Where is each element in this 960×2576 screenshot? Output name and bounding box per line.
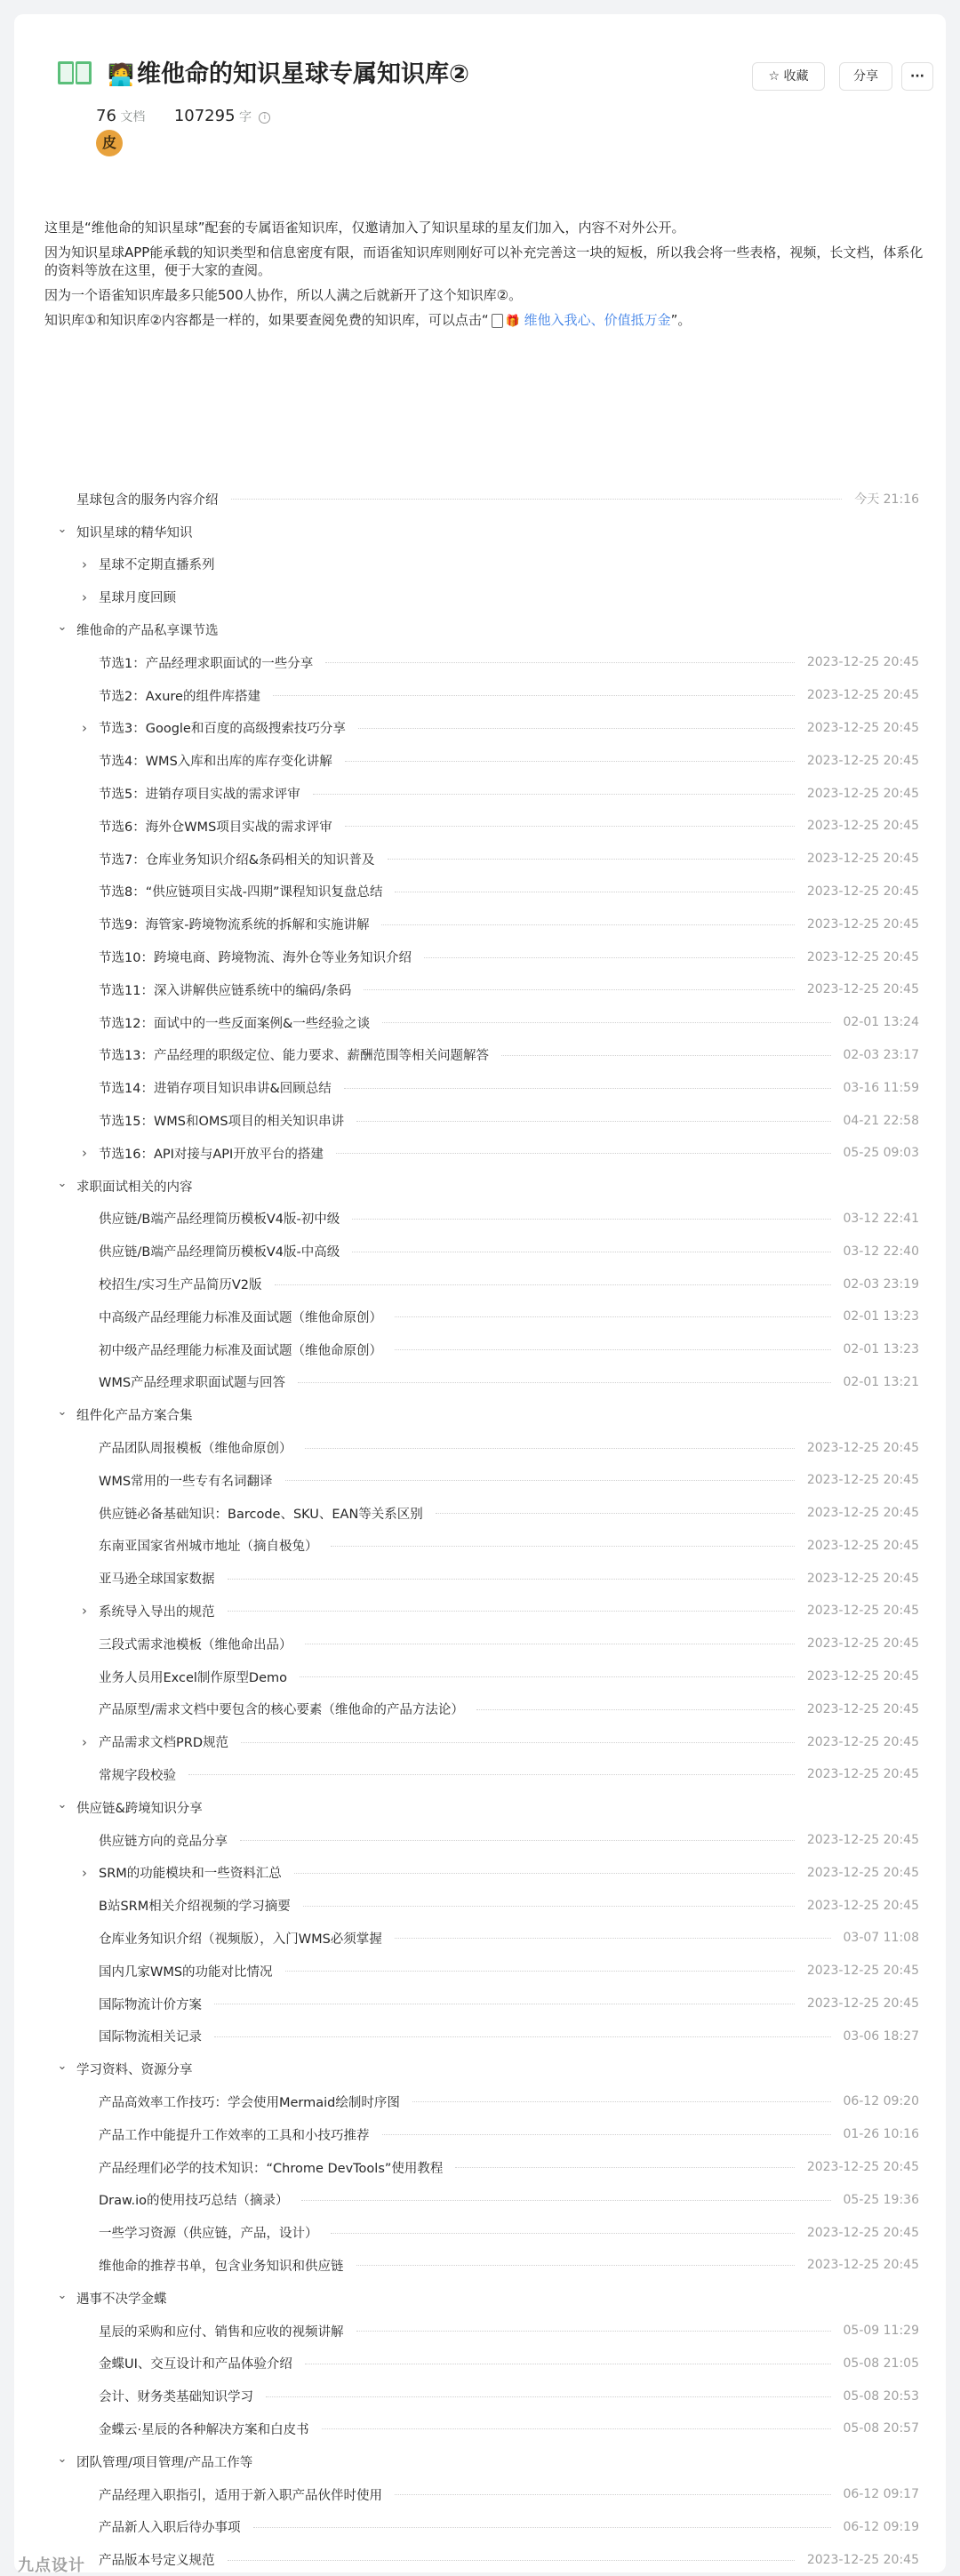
dotted-leader	[364, 989, 795, 990]
toc-item-date: 06-12 09:20	[843, 2094, 919, 2109]
dotted-leader	[501, 1055, 831, 1056]
toc-item-label: 供应链/B端产品经理简历模板V4版-初中级	[99, 1212, 340, 1228]
toc-item-label: 维他命的产品私享课节选	[76, 624, 219, 639]
table-of-contents	[14, 483, 946, 2576]
toc-item-date: 2023-12-25 20:45	[806, 1506, 919, 1521]
dotted-leader	[228, 1579, 795, 1580]
toc-item-label: 产品经理们必学的技术知识：“Chrome DevTools”使用教程	[99, 2161, 444, 2176]
description-text: 知识库①和知识库②内容都是一样的，如果要查阅免费的知识库，可以点击“	[44, 312, 489, 328]
toc-group-row[interactable]	[14, 483, 946, 516]
star-icon: ☆	[768, 69, 780, 84]
toc-group-row[interactable]	[14, 2052, 946, 2085]
toc-item-label: 金蝶云·星辰的各种解决方案和白皮书	[99, 2422, 309, 2437]
toc-item-label: 节选12：面试中的一些反面案例&一些经验之谈	[99, 1016, 371, 1031]
toc-item-date: 05-25 19:36	[843, 2192, 919, 2207]
toc-item-date: 2023-12-25 20:45	[806, 2552, 919, 2567]
toc-item-label: 节选9：海管家-跨境物流系统的拆解和实施讲解	[99, 918, 370, 933]
toc-item-date: 2023-12-25 20:45	[806, 1701, 919, 1716]
toc-doc-row[interactable]	[14, 2412, 946, 2445]
toc-item-date: 05-25 09:03	[843, 1146, 919, 1161]
dotted-leader	[395, 2494, 831, 2495]
toc-item-date: 2023-12-25 20:45	[806, 1833, 919, 1848]
toc-item-date: 04-21 22:58	[843, 1113, 919, 1128]
favorite-button[interactable]	[752, 62, 825, 91]
toc-doc-row[interactable]	[14, 908, 946, 940]
toc-doc-row[interactable]	[14, 1988, 946, 2020]
dotted-leader	[356, 2265, 795, 2266]
toc-item-label: 中高级产品经理能力标准及面试题（维他命原创）	[99, 1310, 382, 1325]
doc-icon	[492, 314, 503, 328]
toc-item-label: 产品需求文档PRD规范	[99, 1736, 228, 1751]
toc-item-label: 知识星球的精华知识	[76, 525, 193, 540]
toc-doc-row[interactable]	[14, 1104, 946, 1137]
toc-doc-row[interactable]	[14, 973, 946, 1006]
dotted-leader	[345, 761, 795, 762]
toc-doc-row[interactable]	[14, 2347, 946, 2380]
info-icon[interactable]: i	[259, 112, 270, 124]
dotted-leader	[322, 2428, 831, 2429]
toc-item-label: 国内几家WMS的功能对比情况	[99, 1964, 273, 1980]
description-paragraph: 因为一个语雀知识库最多只能500人协作，所以人满之后就新开了这个知识库②。	[44, 287, 523, 303]
toc-doc-row[interactable]	[14, 2510, 946, 2543]
dotted-leader	[266, 2396, 831, 2397]
toc-item-label: 产品高效率工作技巧：学会使用Mermaid绘制时序图	[99, 2095, 400, 2110]
open-book-icon	[57, 59, 92, 87]
toc-item-label: 组件化产品方案合集	[76, 1409, 193, 1424]
dotted-leader	[313, 794, 795, 795]
toc-doc-row[interactable]	[14, 2380, 946, 2412]
toc-item-label: 供应链/B端产品经理简历模板V4版-中高级	[99, 1245, 340, 1260]
toc-doc-row[interactable]	[14, 580, 946, 613]
dotted-leader	[436, 1513, 795, 1514]
dotted-leader	[358, 728, 795, 729]
toc-group-row[interactable]	[14, 1170, 946, 1203]
toc-item-date: 2023-12-25 20:45	[806, 786, 919, 801]
dotted-leader	[382, 1022, 831, 1023]
toc-item-label: WMS常用的一些专有名词翻译	[99, 1474, 273, 1489]
toc-item-label: 节选7：仓库业务知识介绍&条码相关的知识普及	[99, 852, 375, 868]
dotted-leader	[345, 826, 795, 827]
toc-item-date: 2023-12-25 20:45	[806, 1636, 919, 1652]
dotted-leader	[395, 1349, 831, 1350]
toc-item-date: 03-16 11:59	[843, 1080, 919, 1095]
toc-doc-row[interactable]	[14, 1595, 946, 1628]
toc-item-date: 03-07 11:08	[843, 1931, 919, 1946]
toc-doc-row[interactable]	[14, 1300, 946, 1333]
word-count	[174, 107, 271, 125]
toc-item-label: 遇事不决学金蝶	[76, 2292, 167, 2307]
dotted-leader	[294, 1873, 795, 1874]
toc-item-label: B站SRM相关介绍视频的学习摘要	[99, 1900, 291, 1915]
dotted-leader	[303, 1906, 795, 1907]
toc-doc-row[interactable]	[14, 1725, 946, 1758]
word-count-unit: 字	[238, 110, 252, 124]
toc-item-label: 节选14：进销存项目知识串讲&回顾总结	[99, 1082, 332, 1097]
toc-item-label: 供应链方向的竞品分享	[99, 1834, 228, 1849]
toc-doc-row[interactable]	[14, 843, 946, 876]
dotted-leader	[455, 2167, 795, 2168]
toc-item-date: 05-08 20:53	[843, 2388, 919, 2404]
toc-doc-row[interactable]	[14, 712, 946, 745]
dotted-leader	[356, 1121, 831, 1122]
toc-doc-row[interactable]	[14, 1955, 946, 1988]
toc-item-label: 求职面试相关的内容	[76, 1180, 193, 1195]
toc-item-date: 2023-12-25 20:45	[806, 1604, 919, 1619]
toc-item-date: 2023-12-25 20:45	[806, 1571, 919, 1586]
toc-item-label: 国际物流相关记录	[99, 2030, 202, 2045]
toc-item-label: 节选11：深入讲解供应链系统中的编码/条码	[99, 983, 352, 998]
header	[41, 41, 924, 94]
toc-item-label: 星球月度回顾	[99, 591, 176, 606]
dotted-leader	[395, 1938, 831, 1939]
toc-doc-row[interactable]	[14, 1203, 946, 1236]
toc-item-label: 产品经理入职指引，适用于新入职产品伙伴时使用	[99, 2488, 382, 2503]
dotted-leader	[395, 1316, 831, 1317]
toc-item-label: 节选2：Axure的组件库搭建	[99, 689, 260, 704]
toc-doc-row[interactable]	[14, 1922, 946, 1955]
toc-doc-row[interactable]	[14, 679, 946, 712]
dotted-leader	[275, 1284, 831, 1285]
toc-group-row[interactable]	[14, 516, 946, 548]
toc-item-label: 节选13：产品经理的职级定位、能力要求、薪酬范围等相关问题解答	[99, 1049, 489, 1064]
toc-item-label: 东南亚国家省州城市地址（摘自极兔）	[99, 1540, 318, 1555]
toc-doc-row[interactable]	[14, 1497, 946, 1530]
toc-item-date: 05-08 20:57	[843, 2421, 919, 2436]
toc-item-date: 02-01 13:21	[843, 1374, 919, 1389]
dotted-leader	[305, 1448, 795, 1449]
dotted-leader	[214, 2036, 831, 2037]
toc-doc-row[interactable]	[14, 2216, 946, 2249]
stats-bar	[96, 107, 295, 128]
toc-item-label: 常规字段校验	[99, 1768, 176, 1783]
toc-doc-row[interactable]	[14, 548, 946, 581]
share-button[interactable]: 分享	[839, 62, 892, 91]
toc-item-date: 2023-12-25 20:45	[806, 1964, 919, 1979]
dotted-leader	[273, 695, 795, 696]
toc-item-label: 金蝶UI、交互设计和产品体验介绍	[99, 2357, 292, 2372]
toc-doc-row[interactable]	[14, 2478, 946, 2511]
toc-item-date: 2023-12-25 20:45	[806, 688, 919, 703]
toc-item-label: 产品版本号定义规范	[99, 2554, 215, 2569]
toc-item-label: 国际物流计价方案	[99, 1997, 202, 2012]
more-options-button[interactable]: ···	[901, 62, 933, 91]
chevron-down-icon[interactable]: ⌄	[57, 620, 68, 635]
toc-doc-row[interactable]	[14, 2249, 946, 2282]
dotted-leader	[240, 1840, 795, 1841]
doc-count-value: 76	[96, 107, 116, 125]
dotted-leader	[228, 2560, 795, 2561]
toc-doc-row[interactable]	[14, 1758, 946, 1791]
toc-group-row[interactable]	[14, 1791, 946, 1824]
toc-doc-row[interactable]	[14, 1562, 946, 1595]
toc-doc-row[interactable]	[14, 1071, 946, 1104]
dotted-leader	[228, 1611, 795, 1612]
toc-item-label: 节选6：海外仓WMS项目实战的需求评审	[99, 820, 332, 835]
toc-item-label: 节选16：API对接与API开放平台的搭建	[99, 1147, 324, 1162]
toc-item-label: 仓库业务知识介绍（视频版），入门WMS必须掌握	[99, 1932, 382, 1947]
dotted-leader	[285, 1971, 795, 1972]
chevron-down-icon[interactable]: ⌄	[57, 522, 68, 536]
description-paragraph	[44, 311, 924, 331]
toc-item-label: 节选8：“供应链项目实战-四期”课程知识复盘总结	[99, 885, 383, 900]
doc-count	[96, 107, 145, 125]
dotted-leader	[381, 924, 795, 925]
dotted-leader	[424, 957, 795, 958]
toc-doc-row[interactable]	[14, 1235, 946, 1268]
toc-doc-row[interactable]	[14, 1366, 946, 1399]
toc-item-date: 2023-12-25 20:45	[806, 753, 919, 768]
toc-doc-row[interactable]	[14, 940, 946, 973]
robot-emoji-icon: 🧑‍💻	[108, 62, 134, 87]
toc-item-label: 校招生/实习生产品简历V2版	[99, 1278, 262, 1293]
toc-item-label: 产品团队周报模板（维他命原创）	[99, 1442, 292, 1456]
toc-item-date: 02-01 13:23	[843, 1309, 919, 1324]
toc-item-label: 供应链&跨境知识分享	[76, 1801, 203, 1816]
toc-group-row[interactable]	[14, 1398, 946, 1431]
toc-doc-row[interactable]	[14, 1137, 946, 1170]
watermark-logo: 九点设计	[18, 2556, 85, 2575]
toc-item-label: SRM的功能模块和一些资料汇总	[99, 1867, 282, 1882]
toc-item-label: 产品原型/需求文档中要包含的核心要素（维他命的产品方法论）	[99, 1703, 464, 1718]
toc-doc-row[interactable]	[14, 1856, 946, 1889]
toc-item-label: 星球不定期直播系列	[99, 558, 215, 573]
toc-item-label: 初中级产品经理能力标准及面试题（维他命原创）	[99, 1343, 382, 1358]
dotted-leader	[325, 662, 795, 663]
toc-item-date: 2023-12-25 20:45	[806, 720, 919, 735]
toc-doc-row[interactable]	[14, 1660, 946, 1693]
free-knowledge-base-link[interactable]: 维他入我心、价值抵万金	[524, 312, 671, 328]
toc-item-date: 2023-12-25 20:45	[806, 1898, 919, 1913]
dotted-leader	[388, 859, 795, 860]
toc-item-date: 02-01 13:24	[843, 1015, 919, 1030]
toc-doc-row[interactable]	[14, 646, 946, 679]
toc-doc-row[interactable]	[14, 1824, 946, 1857]
toc-item-label: 产品新人入职后待办事项	[99, 2521, 241, 2536]
toc-item-date: 2023-12-25 20:45	[806, 916, 919, 932]
toc-doc-row[interactable]	[14, 1333, 946, 1366]
dotted-leader	[188, 1774, 795, 1775]
chevron-right-icon[interactable]: ›	[82, 719, 87, 736]
dotted-leader	[298, 1382, 831, 1383]
dotted-leader	[336, 1153, 831, 1154]
toc-item-date: 03-12 22:40	[843, 1244, 919, 1259]
toc-item-label: 产品工作中能提升工作效率的工具和小技巧推荐	[99, 2128, 370, 2143]
toc-doc-row[interactable]	[14, 1628, 946, 1660]
toc-doc-row[interactable]	[14, 1530, 946, 1563]
chevron-right-icon[interactable]: ›	[82, 1145, 87, 1162]
toc-item-date: 02-01 13:23	[843, 1342, 919, 1357]
dotted-leader	[352, 1219, 831, 1220]
page-title: 维他命的知识星球专属知识库②	[137, 60, 469, 88]
toc-item-label: 会计、财务类基础知识学习	[99, 2390, 253, 2405]
chevron-down-icon[interactable]: ⌄	[57, 1176, 68, 1190]
toc-group-row[interactable]	[14, 2445, 946, 2478]
toc-group-row[interactable]	[14, 2282, 946, 2315]
description-paragraph: 这里是“维他命的知识星球”配套的专属语雀知识库，仅邀请加入了知识星球的星友们加入，内容不对外公开。	[44, 220, 685, 236]
toc-item-date: 2023-12-25 20:45	[806, 1996, 919, 2012]
toc-item-label: 节选1：产品经理求职面试的一些分享	[99, 656, 314, 671]
toc-item-date: 2023-12-25 20:45	[806, 884, 919, 899]
toc-item-date: 05-08 21:05	[843, 2356, 919, 2371]
chevron-right-icon[interactable]: ›	[82, 1603, 87, 1620]
gift-icon: 🎁	[505, 315, 520, 328]
toc-item-date: 2023-12-25 20:45	[806, 1734, 919, 1749]
toc-item-date: 05-09 11:29	[843, 2324, 919, 2339]
toc-item-label: 节选4：WMS入库和出库的库存变化讲解	[99, 755, 332, 770]
chevron-right-icon[interactable]: ›	[82, 588, 87, 605]
dotted-leader	[300, 1676, 795, 1677]
toc-item-label: 三段式需求池模板（维他命出品）	[99, 1637, 292, 1652]
toc-item-date: 02-03 23:19	[843, 1276, 919, 1292]
description-text: ”。	[670, 312, 692, 328]
toc-item-date: 01-26 10:16	[843, 2127, 919, 2142]
toc-doc-row[interactable]	[14, 810, 946, 843]
dotted-leader	[231, 499, 842, 500]
dotted-leader	[331, 1546, 795, 1547]
toc-item-date: 2023-12-25 20:45	[806, 1767, 919, 1782]
dotted-leader	[412, 2101, 831, 2102]
toc-doc-row[interactable]	[14, 744, 946, 777]
toc-doc-row[interactable]	[14, 2315, 946, 2348]
toc-doc-row[interactable]	[14, 876, 946, 908]
toc-item-label: Draw.io的使用技巧总结（摘录）	[99, 2194, 289, 2209]
toc-item-date: 2023-12-25 20:45	[806, 852, 919, 867]
toc-item-date: 2023-12-25 20:45	[806, 819, 919, 834]
dotted-leader	[241, 1742, 795, 1743]
toc-doc-row[interactable]	[14, 1431, 946, 1464]
toc-item-label: 节选5：进销存项目实战的需求评审	[99, 788, 300, 803]
description	[44, 219, 924, 338]
toc-item-label: WMS产品经理求职面试题与回答	[99, 1376, 286, 1391]
chevron-down-icon[interactable]: ⌄	[57, 1797, 68, 1812]
toc-doc-row[interactable]	[14, 777, 946, 810]
dotted-leader	[344, 1088, 831, 1089]
toc-item-label: 星辰的采购和应付、销售和应收的视频讲解	[99, 2324, 344, 2340]
toc-item-label: 业务人员用Excel制作原型Demo	[99, 1670, 287, 1685]
toc-item-date: 2023-12-25 20:45	[806, 1865, 919, 1880]
toc-item-date: 今天 21:16	[854, 492, 919, 508]
toc-item-date: 2023-12-25 20:45	[806, 1669, 919, 1684]
dotted-leader	[356, 2331, 831, 2332]
toc-item-label: 亚马逊全球国家数据	[99, 1572, 215, 1588]
toc-doc-row[interactable]	[14, 1268, 946, 1300]
chevron-right-icon[interactable]: ›	[82, 556, 87, 572]
toc-doc-row[interactable]	[14, 2151, 946, 2184]
toc-item-date: 2023-12-25 20:45	[806, 2225, 919, 2240]
dotted-leader	[476, 1709, 795, 1710]
dotted-leader	[382, 2134, 831, 2135]
toc-item-date: 2023-12-25 20:45	[806, 1440, 919, 1455]
toc-doc-row[interactable]	[14, 2085, 946, 2118]
toc-item-date: 2023-12-25 20:45	[806, 1473, 919, 1488]
toc-doc-row[interactable]	[14, 1889, 946, 1922]
toc-item-date: 2023-12-25 20:45	[806, 655, 919, 670]
dotted-leader	[331, 2233, 795, 2234]
dotted-leader	[301, 2200, 831, 2201]
toc-item-label: 星球包含的服务内容介绍	[76, 492, 219, 508]
toc-item-date: 2023-12-25 20:45	[806, 2258, 919, 2273]
toc-doc-row[interactable]	[14, 2118, 946, 2151]
doc-count-unit: 文档	[120, 110, 146, 124]
toc-item-date: 2023-12-25 20:45	[806, 1538, 919, 1553]
word-count-value: 107295	[173, 107, 236, 125]
chevron-right-icon[interactable]: ›	[82, 1864, 87, 1881]
chevron-down-icon[interactable]: ⌄	[57, 2452, 68, 2466]
toc-group-row[interactable]	[14, 613, 946, 646]
toc-item-date: 2023-12-25 20:45	[806, 949, 919, 964]
toc-item-label: 系统导入导出的规范	[99, 1604, 215, 1620]
avatar[interactable]: 皮	[96, 130, 123, 156]
toc-doc-row[interactable]	[14, 1039, 946, 1072]
toc-doc-row[interactable]	[14, 1464, 946, 1497]
toc-doc-row[interactable]	[14, 2183, 946, 2216]
chevron-right-icon[interactable]: ›	[82, 1733, 87, 1750]
toc-item-label: 学习资料、资源分享	[76, 2063, 193, 2078]
dotted-leader	[285, 1480, 795, 1481]
toc-doc-row[interactable]	[14, 1006, 946, 1039]
chevron-down-icon[interactable]: ⌄	[57, 2060, 68, 2074]
toc-item-date: 06-12 09:19	[843, 2519, 919, 2534]
toc-item-label: 节选10：跨境电商、跨境物流、海外仓等业务知识介绍	[99, 951, 412, 966]
toc-item-label: 维他命的推荐书单，包含业务知识和供应链	[99, 2259, 344, 2274]
toc-item-label: 一些学习资源（供应链，产品，设计）	[99, 2227, 318, 2242]
dotted-leader	[253, 2527, 831, 2528]
toc-item-date: 03-12 22:41	[843, 1211, 919, 1226]
knowledge-base-page	[14, 14, 946, 2575]
toc-item-date: 03-06 18:27	[843, 2028, 919, 2044]
toc-item-label: 团队管理/项目管理/产品工作等	[76, 2455, 253, 2470]
toc-item-label: 节选3：Google和百度的高级搜索技巧分享	[99, 722, 346, 737]
toc-doc-row[interactable]	[14, 2020, 946, 2052]
chevron-down-icon[interactable]: ⌄	[57, 2288, 68, 2302]
toc-item-label: 供应链必备基础知识：Barcode、SKU、EAN等关系区别	[99, 1507, 423, 1522]
toc-item-date: 2023-12-25 20:45	[806, 982, 919, 997]
toc-item-date: 02-03 23:17	[843, 1047, 919, 1062]
toc-item-date: 06-12 09:17	[843, 2487, 919, 2501]
toc-doc-row[interactable]	[14, 2543, 946, 2576]
favorite-label: 收藏	[783, 69, 809, 84]
description-paragraph: 因为知识星球APP能承载的知识类型和信息密度有限，而语雀知识库则刚好可以补充完善这一块的短板，所以我会将一些表格，视频，长文档，体系化的资料等放在这里，便于大家的查阅。	[44, 244, 924, 278]
chevron-down-icon[interactable]: ⌄	[57, 1405, 68, 1420]
toc-item-date: 2023-12-25 20:45	[806, 2160, 919, 2175]
toc-item-label: 节选15：WMS和OMS项目的相关知识串讲	[99, 1115, 345, 1130]
toc-doc-row[interactable]	[14, 1692, 946, 1725]
